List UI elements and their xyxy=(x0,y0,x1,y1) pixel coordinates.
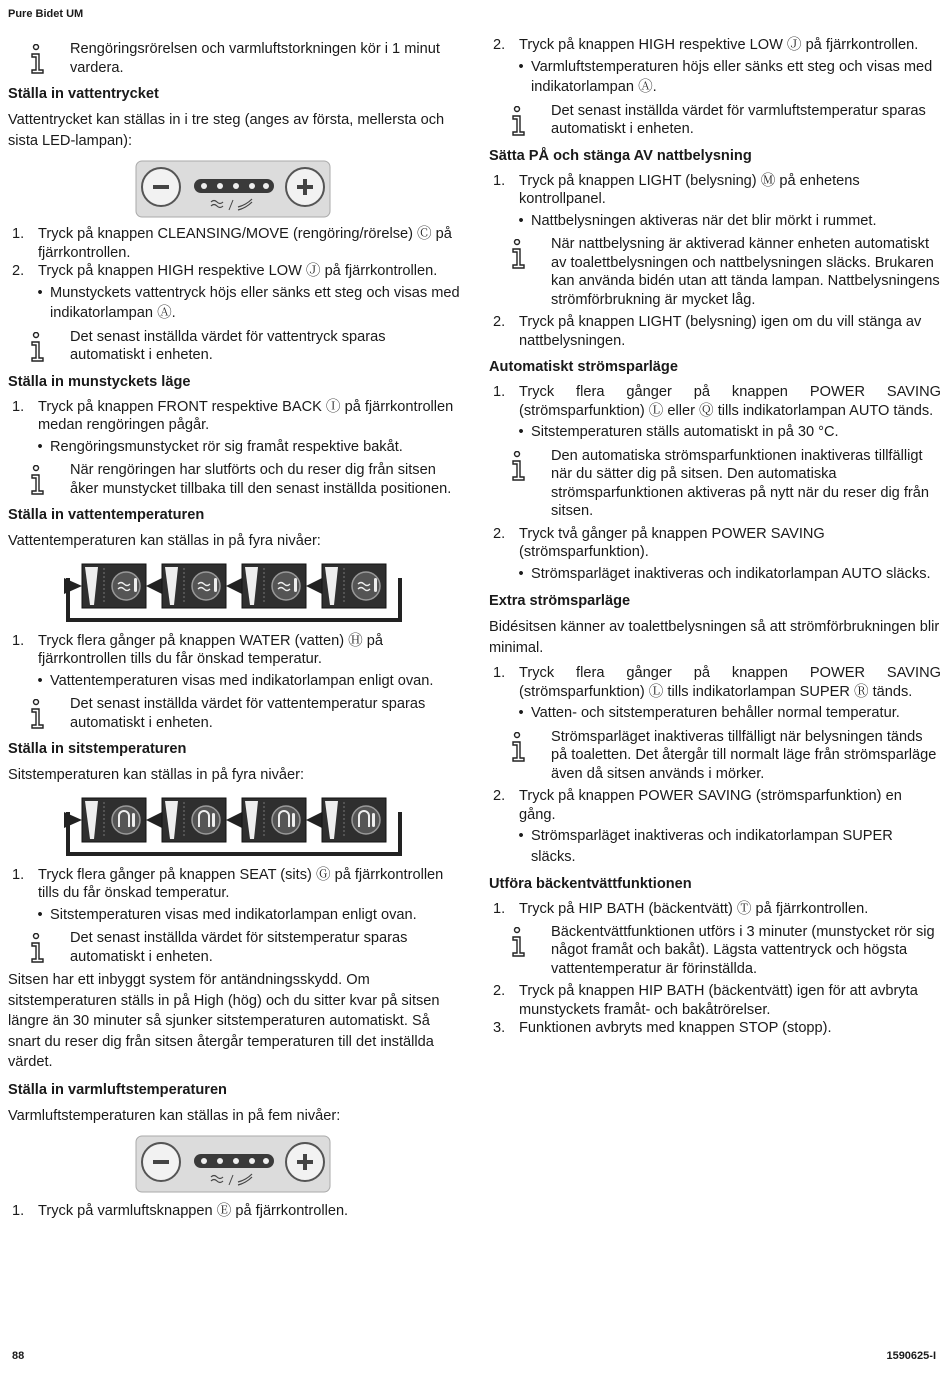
paragraph: Sitstemperaturen kan ställas in på fyra nivåer: xyxy=(8,767,305,783)
water-level-cell xyxy=(322,564,386,608)
info-note: Strömsparläget inaktiveras tillfälligt när belysningen tänds på toaletten. Det återgår till normalt läge från strömsparläge även då sitsen används i mörker. xyxy=(489,728,941,784)
step-item: 1. Tryck på varmluftsknappen Ⓔ på fjärrkontrollen. xyxy=(12,1203,349,1219)
info-icon xyxy=(30,332,46,362)
step-item: 2. Tryck två gånger på knappen POWER SAVING (strömsparfunktion). xyxy=(493,525,825,560)
arrow-icon xyxy=(64,578,82,594)
arrow-icon xyxy=(226,812,242,828)
section-heading: Extra strömsparläge xyxy=(489,593,631,609)
air-panel-figure xyxy=(8,1132,463,1194)
arrow-icon xyxy=(146,812,162,828)
right-column xyxy=(489,36,941,1038)
section-heading: Utföra bäckentvättfunktionen xyxy=(489,876,692,892)
info-icon xyxy=(30,933,46,963)
section-heading: Sätta PÅ och stänga AV nattbelysning xyxy=(489,147,752,164)
seat-level-cell xyxy=(242,798,306,842)
step-item: 2. Tryck på knappen HIGH respektive LOW Ⓙ på fjärrkontrollen. xyxy=(493,37,919,53)
section-heading: Ställa in vattentemperaturen xyxy=(8,507,205,523)
paragraph: Sitsen har ett inbyggt system för antändningsskydd. Om sitstemperaturen ställs in på High (hög) och du sitter kvar på sitsen längre än 30 minuter så sjunker sitstemperaturen automatiskt. Så snart du reser dig från sitsen återgår temperaturen till det inställda värdet. xyxy=(8,972,440,1070)
water-level-cell xyxy=(242,564,306,608)
paragraph: Vattentemperaturen kan ställas in på fyra nivåer: xyxy=(8,533,321,549)
section-heading: Automatiskt strömsparläge xyxy=(489,359,678,375)
paragraph: Vattentrycket kan ställas in i tre steg (anges av första, mellersta och sista LED-lampan): xyxy=(8,112,445,149)
arrow-icon xyxy=(306,578,322,594)
step-item: 1. Tryck flera gånger på knappen WATER (vatten) Ⓗ på fjärrkontrollen tills du får önskad temperatur. xyxy=(12,632,383,667)
section-heading: Ställa in varmluftstemperaturen xyxy=(8,1081,227,1098)
bullet-item: • Varmluftstemperaturen höjs eller sänks ett steg och visas med indikatorlampan Ⓐ. xyxy=(518,58,933,95)
left-column xyxy=(8,36,463,1221)
pressure-panel-figure xyxy=(8,157,463,219)
step-item: 3. Funktionen avbryts med knappen STOP (stopp). xyxy=(493,1020,832,1036)
info-icon xyxy=(30,44,46,74)
seat-level-cell xyxy=(162,798,226,842)
document-code: 1590625-I xyxy=(886,1350,936,1362)
info-note: När rengöringen har slutförts och du reser dig från sitsen åker munstycket tillbaka till den senast inställda positionen. xyxy=(8,461,463,498)
step-item: 1. Tryck på knappen FRONT respektive BACK Ⓘ på fjärrkontrollen medan rengöringen pågår. xyxy=(12,398,454,433)
bullet-item: • Sitstemperaturen ställs automatiskt in på 30 °C. xyxy=(518,424,839,440)
water-level-cell xyxy=(162,564,226,608)
info-icon xyxy=(30,699,46,729)
step-item: 2. Tryck på knappen POWER SAVING (strömsparfunktion) en gång. xyxy=(493,788,902,823)
arrow-icon xyxy=(146,578,162,594)
info-icon xyxy=(511,451,527,481)
info-icon xyxy=(511,927,527,957)
document-header: Pure Bidet UM xyxy=(8,8,84,20)
info-icon xyxy=(30,465,46,495)
paragraph: Bidésitsen känner av toalettbelysningen så att strömförbrukningen blir minimal. xyxy=(489,619,940,656)
info-note: Rengöringsrörelsen och varmluftstorkningen kör i 1 minut vardera. xyxy=(8,40,463,77)
arrow-icon xyxy=(306,812,322,828)
step-item: 1. Tryck flera gånger på knappen POWER SAVING (strömsparfunktion) Ⓛ tills indikatorlampan SUPER Ⓡ tänds. xyxy=(493,665,941,700)
water-temp-levels-figure xyxy=(8,558,463,626)
info-note: Den automatiska strömsparfunktionen inaktiveras tillfälligt när du sätter dig på sitsen. Den automatiska strömsparfunktionen aktiveras på nytt när du reser dig från sitsen. xyxy=(489,447,941,521)
info-note: Det senast inställda värdet för varmluftstemperatur sparas automatiskt i enheten. xyxy=(489,102,941,139)
step-item: 1. Tryck flera gånger på knappen SEAT (sits) Ⓖ på fjärrkontrollen tills du får önskad temperatur. xyxy=(12,866,444,901)
bullet-item: • Sitstemperaturen visas med indikatorlampan enligt ovan. xyxy=(37,906,417,923)
section-heading: Ställa in munstyckets läge xyxy=(8,373,191,390)
step-item: 1. Tryck flera gånger på knappen POWER SAVING (strömsparfunktion) Ⓛ eller Ⓠ tills indikatorlampan AUTO tänds. xyxy=(493,384,941,419)
info-note: Det senast inställda värdet för sitstemperatur sparas automatiskt i enheten. xyxy=(8,929,463,966)
section-heading: Ställa in sitstemperaturen xyxy=(8,741,187,757)
paragraph: Varmluftstemperaturen kan ställas in på fem nivåer: xyxy=(8,1107,341,1124)
info-icon xyxy=(511,106,527,136)
step-item: 2. Tryck på knappen HIGH respektive LOW Ⓙ på fjärrkontrollen. xyxy=(12,263,438,279)
step-item: 1. Tryck på knappen LIGHT (belysning) Ⓜ på enhetens kontrollpanel. xyxy=(493,172,860,207)
info-icon xyxy=(511,732,527,762)
step-item: 1. Tryck på HIP BATH (bäckentvätt) Ⓣ på fjärrkontrollen. xyxy=(493,901,869,917)
arrow-icon xyxy=(64,812,82,828)
bullet-item: • Vatten- och sitstemperaturen behåller normal temperatur. xyxy=(518,705,900,721)
page-number: 88 xyxy=(12,1350,25,1362)
step-item: 2. Tryck på knappen HIP BATH (bäckentvätt) igen för att avbryta munstyckets framåt- och bakåtrörelser. xyxy=(493,983,918,1018)
bullet-item: • Strömsparläget inaktiveras och indikatorlampan SUPER släcks. xyxy=(518,828,893,865)
arrow-icon xyxy=(226,578,242,594)
info-note: Det senast inställda värdet för vattentemperatur sparas automatiskt i enheten. xyxy=(8,695,463,732)
info-note: Det senast inställda värdet för vattentryck sparas automatiskt i enheten. xyxy=(8,328,463,365)
bullet-item: • Vattentemperaturen visas med indikatorlampan enligt ovan. xyxy=(37,672,434,689)
bullet-item: • Nattbelysningen aktiveras när det blir mörkt i rummet. xyxy=(518,212,877,229)
seat-level-cell xyxy=(322,798,386,842)
bullet-item: • Munstyckets vattentryck höjs eller sänks ett steg och visas med indikatorlampan Ⓐ. xyxy=(37,284,460,321)
info-note: När nattbelysning är aktiverad känner enheten automatiskt av toalettbelysningen och nattbelysningen släcks. Brukaren kan använda bidén utan att tända lampan. Nattbelysningens strömförbrukning är mycket låg. xyxy=(489,235,941,309)
section-heading: Ställa in vattentrycket xyxy=(8,86,159,102)
bullet-item: • Strömsparläget inaktiveras och indikatorlampan AUTO släcks. xyxy=(518,565,931,582)
info-icon xyxy=(511,239,527,269)
info-note: Bäckentvättfunktionen utförs i 3 minuter (munstycket rör sig något framåt och bakåt). Lägsta vattentryck och högsta vattentemperatur är förinställda. xyxy=(489,923,941,979)
bullet-item: • Rengöringsmunstycket rör sig framåt respektive bakåt. xyxy=(37,438,403,455)
step-item: 2. Tryck på knappen LIGHT (belysning) igen om du vill stänga av nattbelysningen. xyxy=(493,314,922,349)
step-item: 1. Tryck på knappen CLEANSING/MOVE (rengöring/rörelse) Ⓒ på fjärrkontrollen. xyxy=(12,226,452,261)
seat-temp-levels-figure xyxy=(8,792,463,860)
water-level-cell xyxy=(82,564,146,608)
seat-level-cell xyxy=(82,798,146,842)
